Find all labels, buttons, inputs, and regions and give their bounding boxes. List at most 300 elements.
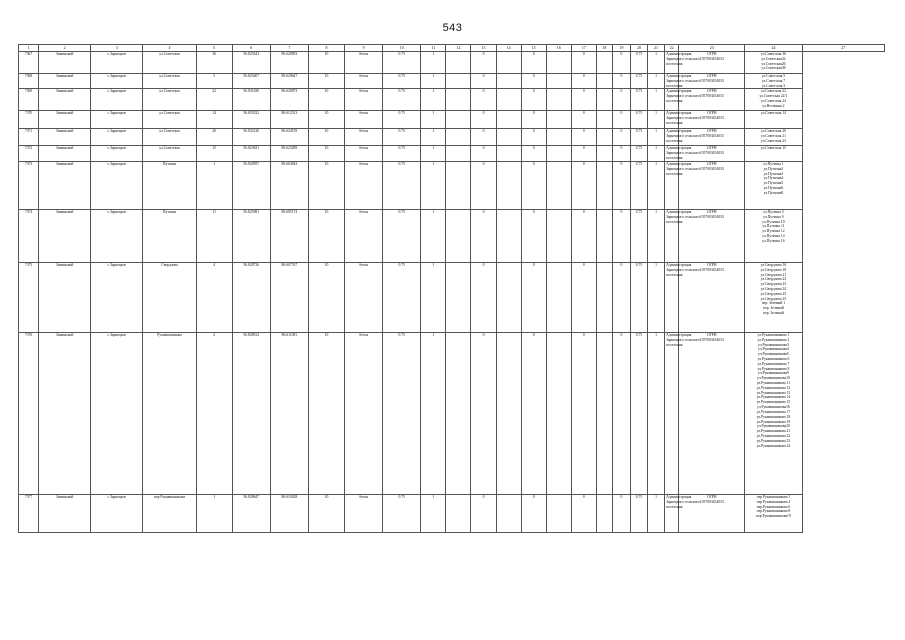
addresses-line: ул.Путячна 9 — [763, 214, 784, 219]
cell-c8: 10 — [308, 111, 344, 129]
cell-empty — [446, 129, 471, 146]
cell-district: Зиминский — [39, 74, 91, 89]
cell-c8: 10 — [308, 209, 344, 262]
cell-c11: 0.75 — [383, 262, 421, 332]
cell-owner — [665, 262, 700, 332]
cell-locality: с.Зарнецкое — [91, 146, 143, 161]
addresses-line: ул.Рукавишникова 8 — [757, 366, 790, 371]
cell-house: 2 — [196, 332, 232, 494]
cell-empty — [446, 52, 471, 74]
cell-c14: 0 — [471, 494, 496, 532]
addresses-line: пер.Рукавишникова19 — [756, 514, 791, 519]
column-header: 13 — [471, 45, 496, 52]
cell-c11: 0.75 — [383, 89, 421, 111]
cell-locality: с.Зарнецкое — [91, 209, 143, 262]
owner-line: Зарнецкого сельского — [666, 151, 700, 156]
cell-c8: 10 — [308, 262, 344, 332]
addresses-line: ул.Свердлова 16 — [760, 262, 787, 267]
ogrn-line: 1057003454033 — [699, 214, 724, 219]
cell-empty — [446, 111, 471, 129]
cell-c18: 0 — [571, 209, 596, 262]
table-row — [19, 494, 885, 532]
ogrn-line: 1057003454033 — [699, 267, 724, 272]
ogrn-line: ОГРН — [706, 161, 717, 166]
cell-c22: 1 — [648, 494, 665, 532]
cell-c14: 0 — [471, 161, 496, 209]
cell-c18: 0 — [571, 161, 596, 209]
addresses-line: ул.Путячна 14 — [762, 233, 785, 238]
cell-c18: 0 — [571, 52, 596, 74]
cell-c21: 0.75 — [630, 89, 647, 111]
addresses-line: пер. Зеленый — [763, 311, 784, 315]
addresses-line: ул.Советская 22 — [760, 89, 786, 94]
addresses-line: ул.Рукавишникова 14 — [756, 395, 791, 400]
owner-line: поселения — [666, 121, 683, 126]
cell-id: 7373 — [19, 161, 39, 209]
cell-c20: 0 — [612, 146, 630, 161]
cell-id: 7372 — [19, 146, 39, 161]
owner-line: Администрация — [666, 52, 692, 56]
cell-c21: 0.75 — [630, 262, 647, 332]
cell-owner — [665, 146, 700, 161]
cell-empty — [546, 146, 571, 161]
cell-owner — [665, 332, 700, 494]
ogrn-line: ОГРН — [706, 74, 717, 78]
cell-lon: 86.620647 — [270, 74, 308, 89]
addresses-line: ул.Рукавишникова 21 — [756, 429, 791, 434]
cell-lon: 86.620873 — [270, 89, 308, 111]
cell-c20: 0 — [612, 74, 630, 89]
cell-lat: 56.828726 — [232, 262, 270, 332]
cell-street: ул.Советская — [143, 74, 196, 89]
cell-c16: 0 — [521, 52, 546, 74]
addresses-line: ул.Путячна8 — [763, 190, 784, 195]
cell-c12: 1 — [421, 74, 446, 89]
table-row — [19, 129, 885, 146]
owner-line: Зарнецкого сельского — [666, 337, 700, 342]
cell-c21: 0.75 — [630, 129, 647, 146]
cell-c14: 0 — [471, 74, 496, 89]
cell-c22: 1 — [648, 89, 665, 111]
cell-c11: 0.75 — [383, 332, 421, 494]
cell-empty — [446, 209, 471, 262]
owner-line: поселения — [666, 156, 683, 161]
column-header: 3 — [91, 45, 143, 52]
cell-c18: 0 — [571, 129, 596, 146]
cell-empty — [446, 494, 471, 532]
owner-line: Зарнецкого сельского — [666, 78, 700, 83]
cell-c16: 0 — [521, 262, 546, 332]
cell-c14: 0 — [471, 146, 496, 161]
cell-c22: 1 — [648, 146, 665, 161]
addresses-line: ул.Путячна 3 — [763, 209, 784, 214]
cell-c22: 1 — [648, 129, 665, 146]
cell-district: Зиминский — [39, 89, 91, 111]
cell-owner — [665, 129, 700, 146]
addresses-line: ул.Советская 24 — [760, 99, 786, 104]
cell-house: 14 — [196, 111, 232, 129]
owner-line: Администрация — [666, 129, 692, 134]
cell-district: Зиминский — [39, 161, 91, 209]
cell-empty — [496, 262, 521, 332]
cell-c16: 0 — [521, 209, 546, 262]
owner-line: Администрация — [666, 111, 692, 116]
cell-lon: 86.620833 — [270, 52, 308, 74]
cell-district: Зиминский — [39, 111, 91, 129]
cell-lat: 56.823631 — [232, 146, 270, 161]
cell-owner — [665, 52, 700, 74]
column-header: 6 — [232, 45, 270, 52]
cell-empty — [596, 89, 612, 111]
owner-line: Зарнецкого сельского — [666, 56, 700, 61]
cell-c20: 0 — [612, 332, 630, 494]
table-row — [19, 52, 885, 74]
addresses-line: ул.Рукавишникова 11 — [756, 381, 791, 385]
addresses-line: ул.Путячна4 — [763, 176, 784, 181]
cell-c20: 0 — [612, 89, 630, 111]
cell-c22: 1 — [648, 52, 665, 74]
column-header: 18 — [596, 45, 612, 52]
cell-empty — [446, 146, 471, 161]
cell-owner — [665, 209, 700, 262]
addresses-line: ул.Свердлова 22 — [760, 277, 787, 282]
cell-lon: 86.623289 — [270, 146, 308, 161]
cell-id: 7375 — [19, 262, 39, 332]
cell-c12: 1 — [421, 494, 446, 532]
cell-lat: 56.833332 — [232, 111, 270, 129]
cell-house: 1 — [196, 494, 232, 532]
cell-addresses — [745, 89, 802, 111]
cell-empty — [446, 161, 471, 209]
cell-c18: 0 — [571, 89, 596, 111]
cell-addresses — [745, 209, 802, 262]
cell-c11: 0.75 — [383, 209, 421, 262]
cell-c8: 10 — [308, 146, 344, 161]
cell-house: 20 — [196, 129, 232, 146]
addresses-line: пер.Рукавишникова 8 — [756, 509, 791, 514]
cell-c20: 0 — [612, 262, 630, 332]
cell-locality: с.Зарнецкое — [91, 89, 143, 111]
addresses-line: ул.Советская 5 — [761, 74, 786, 78]
addresses-line: ул.Рукавишникова4 — [758, 347, 789, 352]
addresses-line: ул.Советская38 — [761, 66, 786, 71]
cell-lat: 56.825443 — [232, 52, 270, 74]
cell-locality: с.Зарнецкое — [91, 52, 143, 74]
owner-line: Зарнецкого сельского — [666, 499, 700, 504]
cell-c16: 0 — [521, 332, 546, 494]
addresses-line: ул.Рукавишникова 13 — [756, 390, 791, 395]
addresses-line: ул.Путячна 1 — [763, 161, 784, 166]
cell-lon: 86.610428 — [270, 494, 308, 532]
cell-c22: 1 — [648, 161, 665, 209]
ogrn-line: ОГРН — [706, 52, 717, 56]
addresses-line: ул.Рукавишникова 19 — [756, 419, 791, 424]
cell-street: ул.Советская — [143, 111, 196, 129]
addresses-line: ул.Советская 3 — [761, 83, 786, 88]
cell-c22: 1 — [648, 332, 665, 494]
cell-empty — [546, 262, 571, 332]
cell-c11: 0.75 — [383, 494, 421, 532]
cell-empty — [446, 262, 471, 332]
cell-empty — [446, 89, 471, 111]
cell-c18: 0 — [571, 74, 596, 89]
cell-c18: 0 — [571, 494, 596, 532]
owner-line: поселения — [666, 219, 683, 224]
cell-c8: 10 — [308, 74, 344, 89]
table-row — [19, 146, 885, 161]
cell-empty — [596, 332, 612, 494]
cell-c22: 1 — [648, 262, 665, 332]
cell-c11: 0.75 — [383, 146, 421, 161]
cell-material: бетон — [345, 129, 383, 146]
cell-addresses — [745, 111, 802, 129]
cell-material: бетон — [345, 146, 383, 161]
cell-house: 22 — [196, 89, 232, 111]
cell-addresses — [745, 332, 802, 494]
cell-id: 7368 — [19, 74, 39, 89]
cell-c21: 0.75 — [630, 494, 647, 532]
cell-district: Зиминский — [39, 262, 91, 332]
addresses-line: ул.Свердлова 25 — [760, 291, 787, 296]
cell-house: 4 — [196, 262, 232, 332]
addresses-line: ул.Путячна 11 — [762, 224, 785, 229]
addresses-line: ул.Советская 22/1 — [759, 94, 788, 99]
ogrn-line: ОГРН — [706, 494, 717, 499]
cell-street: ул.Советская — [143, 146, 196, 161]
table-row — [19, 161, 885, 209]
cell-empty — [596, 494, 612, 532]
ogrn-line: 1057003454033 — [699, 166, 724, 171]
column-header: 23 — [679, 45, 745, 52]
addresses-line: ул.Рукавишникова10 — [757, 376, 790, 381]
owner-line: Администрация — [666, 161, 692, 166]
cell-empty — [546, 74, 571, 89]
cell-c18: 0 — [571, 146, 596, 161]
addresses-line: ул.Советская 15 — [760, 146, 786, 151]
cell-id: 7377 — [19, 494, 39, 532]
cell-empty — [546, 161, 571, 209]
cell-c12: 1 — [421, 209, 446, 262]
cell-material: бетон — [345, 111, 383, 129]
cell-c14: 0 — [471, 262, 496, 332]
cell-empty — [446, 332, 471, 494]
cell-lat: 56.825981 — [232, 209, 270, 262]
cell-material: бетон — [345, 161, 383, 209]
owner-line: поселения — [666, 171, 683, 176]
cell-c11: 0.75 — [383, 52, 421, 74]
cell-ogrn — [679, 332, 745, 494]
cell-locality: с.Зарнецкое — [91, 129, 143, 146]
column-header: 14 — [496, 45, 521, 52]
addresses-line: ул.Рукавишникова5 — [758, 352, 789, 357]
ogrn-line: 1057003454033 — [699, 116, 724, 121]
cell-district: Зиминский — [39, 332, 91, 494]
addresses-line: ул.Рукавишникова20 — [757, 424, 790, 429]
cell-c8: 10 — [308, 89, 344, 111]
cell-addresses — [745, 74, 802, 89]
cell-empty — [546, 129, 571, 146]
ogrn-line: ОГРН — [706, 262, 717, 267]
table-row — [19, 209, 885, 262]
cell-lat: 56.832120 — [232, 129, 270, 146]
table-row — [19, 111, 885, 129]
cell-c21: 0.75 — [630, 161, 647, 209]
cell-c12: 1 — [421, 146, 446, 161]
owner-line: Администрация — [666, 89, 692, 94]
cell-lat: 56.825407 — [232, 74, 270, 89]
cell-locality: с.Зарнецкое — [91, 332, 143, 494]
rows-body — [19, 52, 885, 533]
owner-line: поселения — [666, 504, 683, 509]
addresses-line: пер. Зеленый 1 — [761, 301, 786, 306]
cell-material: бетон — [345, 74, 383, 89]
cell-house: 11 — [196, 209, 232, 262]
cell-district: Зиминский — [39, 209, 91, 262]
cell-owner — [665, 74, 700, 89]
cell-c12: 1 — [421, 332, 446, 494]
cell-empty — [596, 146, 612, 161]
cell-addresses — [745, 161, 802, 209]
addresses-line: ул.Путячна 16 — [762, 238, 785, 243]
cell-locality: с.Зарнецкое — [91, 74, 143, 89]
cell-empty — [496, 209, 521, 262]
column-header: 19 — [612, 45, 630, 52]
cell-empty — [546, 209, 571, 262]
cell-addresses — [745, 494, 802, 532]
owner-line: Зарнецкого сельского — [666, 267, 700, 272]
cell-empty — [546, 332, 571, 494]
column-header: 7 — [270, 45, 308, 52]
column-header: 2 — [39, 45, 91, 52]
cell-locality: с.Зарнецкое — [91, 262, 143, 332]
cell-c14: 0 — [471, 332, 496, 494]
column-header: 10 — [383, 45, 421, 52]
ogrn-line: 1057003454033 — [699, 151, 724, 156]
cell-district: Зиминский — [39, 494, 91, 532]
table-row — [19, 74, 885, 89]
cell-house: 36 — [196, 52, 232, 74]
addresses-line: пер.Рукавишникова 1 — [756, 494, 791, 499]
owner-line: Зарнецкого сельского — [666, 94, 700, 99]
cell-c20: 0 — [612, 209, 630, 262]
addresses-line: ул.Рукавишникова 6 — [757, 356, 790, 361]
addresses-line: ул.Советская 20 — [760, 129, 786, 134]
cell-ogrn — [679, 262, 745, 332]
owner-line: Зарнецкого сельского — [666, 134, 700, 139]
ogrn-line: ОГРН — [706, 129, 717, 134]
cell-c8: 10 — [308, 52, 344, 74]
owner-line: поселения — [666, 139, 683, 144]
addresses-line: ул.Свердлова 23 — [760, 282, 787, 287]
owner-line: Администрация — [666, 209, 692, 214]
cell-lon: 86.604943 — [270, 161, 308, 209]
cell-street: ул.Советская — [143, 129, 196, 146]
column-header: 15 — [521, 45, 546, 52]
cell-addresses — [745, 262, 802, 332]
owner-line: Администрация — [666, 262, 692, 267]
owner-line: поселения — [666, 83, 683, 88]
ogrn-line: ОГРН — [706, 146, 717, 151]
addresses-line: ул.Советская 23 — [760, 139, 786, 144]
cell-empty — [596, 52, 612, 74]
cell-c14: 0 — [471, 129, 496, 146]
addresses-line: пер.Рукавишникова 2 — [756, 499, 791, 504]
cell-id: 7367 — [19, 52, 39, 74]
cell-empty — [496, 89, 521, 111]
cell-addresses — [745, 129, 802, 146]
column-header: 9 — [345, 45, 383, 52]
owner-line: Администрация — [666, 332, 692, 337]
cell-street: Путячна — [143, 209, 196, 262]
addresses-line: ул.Свердлова 24 — [760, 286, 787, 291]
cell-c21: 0.75 — [630, 74, 647, 89]
cell-district: Зиминский — [39, 129, 91, 146]
cell-id: 7369 — [19, 89, 39, 111]
cell-c12: 1 — [421, 111, 446, 129]
cell-house: 5 — [196, 74, 232, 89]
addresses-line: ул.Свердлова 18 — [760, 267, 787, 272]
cell-c12: 1 — [421, 262, 446, 332]
cell-street: ул.Советская — [143, 89, 196, 111]
cell-c20: 0 — [612, 494, 630, 532]
cell-id: 7371 — [19, 129, 39, 146]
owner-line: Администрация — [666, 74, 692, 78]
cell-material: бетон — [345, 332, 383, 494]
ogrn-line: 1057003454033 — [699, 134, 724, 139]
cell-empty — [496, 161, 521, 209]
addresses-line: ул.Советская 14 — [760, 111, 786, 116]
cell-id: 7376 — [19, 332, 39, 494]
cell-empty — [546, 89, 571, 111]
cell-addresses — [745, 146, 802, 161]
ogrn-line: 1057003454033 — [699, 56, 724, 61]
cell-street: Путячна — [143, 161, 196, 209]
cell-empty — [496, 494, 521, 532]
cell-c16: 0 — [521, 129, 546, 146]
cell-c16: 0 — [521, 74, 546, 89]
cell-c14: 0 — [471, 89, 496, 111]
cell-locality: с.Зарнецкое — [91, 111, 143, 129]
cell-empty — [496, 146, 521, 161]
addresses-line: ул.Свердлова 21 — [760, 272, 787, 277]
addresses-line: ул.Советская 21 — [760, 134, 786, 139]
ogrn-line: 1057003454033 — [699, 499, 724, 504]
cell-c22: 1 — [648, 74, 665, 89]
column-header: 20 — [630, 45, 647, 52]
cell-c20: 0 — [612, 129, 630, 146]
addresses-line: ул.Советская32 — [761, 56, 786, 61]
cell-c12: 1 — [421, 89, 446, 111]
cell-c14: 0 — [471, 209, 496, 262]
cell-id: 7370 — [19, 111, 39, 129]
registry-table — [18, 44, 885, 533]
column-header: 12 — [446, 45, 471, 52]
cell-lat: 56.828597 — [232, 161, 270, 209]
ogrn-line: 1057003454033 — [699, 78, 724, 83]
cell-district: Зиминский — [39, 146, 91, 161]
cell-lat: 56.828647 — [232, 494, 270, 532]
column-header: 22 — [665, 45, 679, 52]
addresses-line: ул.Рукавишникова16 — [757, 405, 790, 410]
ogrn-line: 1057003454033 — [699, 94, 724, 99]
cell-house: 15 — [196, 146, 232, 161]
cell-street: Свердлова — [143, 262, 196, 332]
column-header: 24 — [745, 45, 802, 52]
addresses-line: ул.Путячна5 — [763, 181, 784, 186]
cell-c11: 0.75 — [383, 111, 421, 129]
addresses-line: ул.Путячна6 — [763, 185, 784, 190]
addresses-line: ул.Путячна2 — [763, 166, 784, 171]
